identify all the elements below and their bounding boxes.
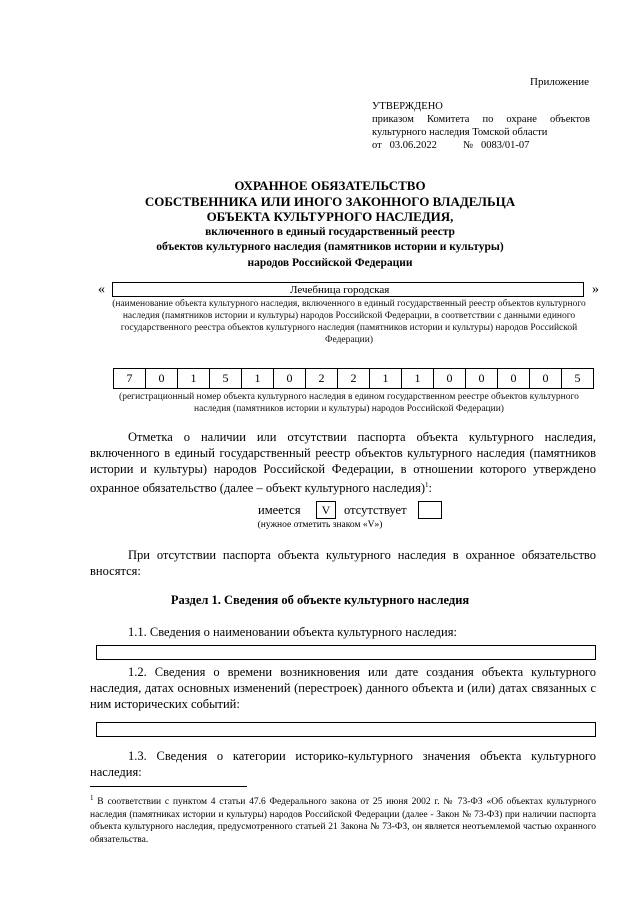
title-line-5: объектов культурного наследия (памятников истории и культуры) bbox=[156, 241, 504, 253]
item-1-1-field[interactable] bbox=[96, 645, 596, 660]
reg-digit[interactable]: 5 bbox=[574, 371, 581, 385]
reg-digit[interactable]: 0 bbox=[274, 369, 306, 388]
passport-text: Отметка о наличии или отсутствии паспорта объекта культурного наследия, включенного в единый государственный реестр объектов культурного наследия (памятников истории и культуры) народов Российской Федерации, в отношении которого утверждено охранное обязательство (далее – объект культурного наследия) bbox=[90, 430, 596, 496]
approval-heading: УТВЕРЖДЕНО bbox=[372, 101, 443, 112]
registration-caption: (регистрационный номер объекта культурного наследия в едином государственном реестре объектов культурного наследия (памятников истории и культуры) народов Российской Федерации) bbox=[119, 392, 579, 414]
choice-hint: (нужное отметить знаком «V») bbox=[257, 520, 383, 530]
approval-block bbox=[372, 100, 590, 152]
footnote-ref[interactable]: 1 bbox=[424, 481, 429, 489]
reg-digit[interactable]: 1 bbox=[402, 369, 434, 388]
reg-digit[interactable]: 0 bbox=[498, 369, 530, 388]
title-line-3: ОБЪЕКТА КУЛЬТУРНОГО НАСЛЕДИЯ, bbox=[206, 209, 454, 224]
open-quote: « bbox=[98, 282, 105, 297]
title-line-1: ОХРАННОЕ ОБЯЗАТЕЛЬСТВО bbox=[234, 178, 426, 193]
absent-checkbox[interactable] bbox=[418, 501, 442, 519]
absent-label: отсутствует bbox=[344, 503, 407, 517]
item-1-1: 1.1. Сведения о наименовании объекта культурного наследия: bbox=[128, 625, 457, 639]
approval-date: 03.06.2022 bbox=[389, 140, 437, 151]
absent-paragraph: При отсутствии паспорта объекта культурного наследия в охранное обязательство вносятся: bbox=[90, 548, 596, 578]
present-checkbox[interactable]: V bbox=[316, 501, 336, 519]
reg-digit[interactable]: 2 bbox=[338, 369, 370, 388]
passport-paragraph bbox=[90, 429, 596, 496]
item-1-2: 1.2. Сведения о времени возникновения или дате создания объекта культурного наследия, датах основных изменений (перестроек) данного объекта и (или) датах связанных с ним исторических событий: bbox=[90, 665, 596, 711]
reg-digit[interactable]: 1 bbox=[370, 369, 402, 388]
reg-digit[interactable]: 0 bbox=[466, 369, 498, 388]
appendix-label: Приложение bbox=[530, 76, 590, 88]
approval-line-2: культурного наследия Томской области bbox=[372, 127, 548, 138]
close-quote: » bbox=[592, 282, 599, 297]
title-line-2: СОБСТВЕННИКА ИЛИ ИНОГО ЗАКОННОГО ВЛАДЕЛЬЦА bbox=[144, 193, 516, 209]
object-name-caption: (наименование объекта культурного наследия, включенного в единый государственный реестр объектов культурного наследия (памятников истории и культуры) народов Российской Федерации, в соответствии с данными единого государственного реестра объектов культурного наследия (памятников истории и культуры) народов Российской Федерации) bbox=[112, 299, 586, 345]
reg-digit[interactable]: 2 bbox=[306, 369, 338, 388]
approval-number: 0083/01-07 bbox=[480, 140, 530, 151]
item-1-3: 1.3. Сведения о категории историко-культурного значения объекта культурного наследия: bbox=[90, 749, 596, 779]
reg-digit[interactable]: 0 bbox=[530, 369, 562, 388]
footnote bbox=[90, 792, 596, 846]
passport-colon: : bbox=[428, 481, 432, 496]
present-label: имеется bbox=[258, 503, 301, 517]
section-1-heading: Раздел 1. Сведения об объекте культурного наследия bbox=[170, 593, 470, 607]
document-title bbox=[60, 178, 600, 271]
title-line-6: народов Российской Федерации bbox=[247, 256, 413, 269]
reg-digit[interactable]: 7 bbox=[114, 369, 146, 388]
item-1-2-field[interactable] bbox=[96, 722, 596, 737]
reg-digit[interactable]: 1 bbox=[242, 369, 274, 388]
footnote-text: В соответствии с пунктом 4 статьи 47.6 Федерального закона от 25 июня 2002 г. № 73-ФЗ «Об объектах культурного наследия (памятниках истории и культуры) народов Российской Федерации (далее - Закон № 73-ФЗ) при наличии паспорта объекта культурного наследия, предусмотренного статьей 21 Закона № 73-ФЗ, он является неотъемлемой частью охранного обязательства. bbox=[90, 797, 596, 845]
registration-number-grid bbox=[113, 368, 594, 389]
approval-number-label: № bbox=[463, 140, 474, 151]
approval-date-label: от bbox=[372, 140, 382, 151]
object-name-field[interactable]: Лечебница городская bbox=[112, 282, 584, 297]
reg-digit[interactable]: 1 bbox=[178, 369, 210, 388]
footnote-separator bbox=[90, 786, 247, 787]
approval-date-line bbox=[372, 139, 590, 152]
title-line-4: включенного в единый государственный реестр bbox=[205, 225, 455, 238]
footnote-mark: 1 bbox=[90, 794, 94, 802]
reg-digit[interactable]: 0 bbox=[434, 369, 466, 388]
reg-digit[interactable]: 5 bbox=[210, 369, 242, 388]
reg-digit[interactable]: 0 bbox=[146, 369, 178, 388]
approval-line-1: приказом Комитета по охране объектов bbox=[372, 114, 590, 125]
